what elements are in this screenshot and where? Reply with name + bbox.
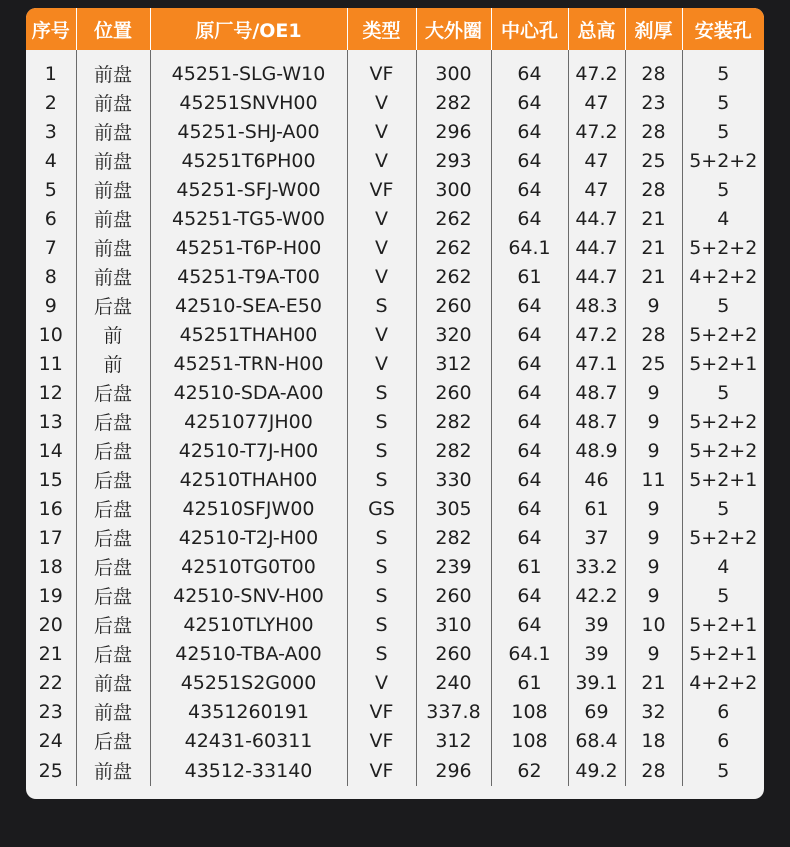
cell-oe-number: 4351260191 [150, 697, 347, 726]
cell-oe-number: 45251-T9A-T00 [150, 262, 347, 291]
cell-outer-diameter: 282 [416, 407, 491, 436]
cell-outer-diameter: 310 [416, 610, 491, 639]
cell-thickness: 9 [625, 552, 682, 581]
table-row [26, 755, 764, 786]
cell-type: VF [347, 175, 416, 204]
cell-oe-number: 42431-60311 [150, 726, 347, 755]
cell-total-height: 69 [568, 697, 625, 726]
cell-bolt-holes: 5+2+2 [682, 233, 764, 262]
cell-outer-diameter: 296 [416, 755, 491, 786]
cell-oe-number: 42510-SDA-A00 [150, 378, 347, 407]
cell-center-bore: 64 [491, 204, 568, 233]
cell-thickness: 21 [625, 204, 682, 233]
cell-total-height: 48.3 [568, 291, 625, 320]
cell-outer-diameter: 312 [416, 726, 491, 755]
cell-outer-diameter: 262 [416, 204, 491, 233]
cell-position: 前盘 [76, 755, 150, 786]
cell-center-bore: 64 [491, 175, 568, 204]
cell-index: 5 [44, 178, 57, 201]
cell-total-height: 44.7 [568, 204, 625, 233]
cell-type: VF [347, 59, 416, 88]
cell-index: 12 [38, 381, 63, 404]
cell-type: S [347, 291, 416, 320]
cell-thickness: 9 [625, 639, 682, 668]
table-row [26, 378, 764, 407]
cell-total-height: 47.2 [568, 59, 625, 88]
cell-center-bore: 64 [491, 581, 568, 610]
cell-outer-diameter: 330 [416, 465, 491, 494]
cell-type: V [347, 233, 416, 262]
cell-oe-number: 45251-T6P-H00 [150, 233, 347, 262]
table-row [26, 233, 764, 262]
cell-type: S [347, 465, 416, 494]
cell-index: 25 [38, 759, 63, 782]
cell-bolt-holes: 4 [682, 204, 764, 233]
header-cell: 大外圈 [416, 8, 491, 50]
cell-oe-number: 42510TG0T00 [150, 552, 347, 581]
cell-bolt-holes: 5 [682, 291, 764, 320]
cell-thickness: 25 [625, 349, 682, 378]
table-body [26, 50, 764, 786]
cell-thickness: 9 [625, 494, 682, 523]
cell-total-height: 47.2 [568, 117, 625, 146]
cell-outer-diameter: 300 [416, 175, 491, 204]
cell-type: VF [347, 697, 416, 726]
table-row [26, 262, 764, 291]
cell-outer-diameter: 293 [416, 146, 491, 175]
cell-center-bore: 64 [491, 610, 568, 639]
cell-total-height: 33.2 [568, 552, 625, 581]
cell-thickness: 28 [625, 320, 682, 349]
cell-position: 后盘 [76, 494, 150, 523]
cell-bolt-holes: 5+2+2 [682, 320, 764, 349]
cell-thickness: 21 [625, 233, 682, 262]
cell-bolt-holes: 5+2+2 [682, 523, 764, 552]
cell-bolt-holes: 5 [682, 88, 764, 117]
cell-thickness: 28 [625, 755, 682, 786]
cell-oe-number: 45251S2G000 [150, 668, 347, 697]
cell-bolt-holes: 5+2+1 [682, 610, 764, 639]
cell-center-bore: 62 [491, 755, 568, 786]
cell-oe-number: 45251-SFJ-W00 [150, 175, 347, 204]
cell-center-bore: 64 [491, 436, 568, 465]
brake-disc-spec-card [26, 8, 764, 799]
cell-position: 前 [76, 320, 150, 349]
cell-oe-number: 45251T6PH00 [150, 146, 347, 175]
cell-total-height: 44.7 [568, 233, 625, 262]
table-row [26, 523, 764, 552]
cell-outer-diameter: 320 [416, 320, 491, 349]
cell-position: 后盘 [76, 610, 150, 639]
table-row [26, 581, 764, 610]
cell-index: 24 [38, 729, 63, 752]
cell-total-height: 47 [568, 146, 625, 175]
cell-center-bore: 64 [491, 494, 568, 523]
cell-oe-number: 42510-T2J-H00 [150, 523, 347, 552]
cell-total-height: 48.9 [568, 436, 625, 465]
cell-index: 13 [38, 410, 63, 433]
cell-position: 后盘 [76, 639, 150, 668]
cell-index: 7 [44, 236, 57, 259]
cell-type: V [347, 88, 416, 117]
cell-thickness: 28 [625, 59, 682, 88]
cell-bolt-holes: 5 [682, 581, 764, 610]
cell-position: 后盘 [76, 726, 150, 755]
cell-center-bore: 64 [491, 349, 568, 378]
cell-position: 前盘 [76, 204, 150, 233]
cell-thickness: 9 [625, 291, 682, 320]
cell-total-height: 39.1 [568, 668, 625, 697]
cell-outer-diameter: 260 [416, 581, 491, 610]
cell-bolt-holes: 5 [682, 378, 764, 407]
cell-center-bore: 61 [491, 262, 568, 291]
cell-bolt-holes: 5+2+1 [682, 639, 764, 668]
cell-index: 14 [38, 439, 63, 462]
header-cell: 序号 [26, 8, 76, 50]
cell-position: 后盘 [76, 552, 150, 581]
cell-type: V [347, 146, 416, 175]
cell-outer-diameter: 282 [416, 523, 491, 552]
cell-thickness: 18 [625, 726, 682, 755]
header-cell: 安装孔 [682, 8, 764, 50]
cell-bolt-holes: 5 [682, 755, 764, 786]
cell-index: 8 [44, 265, 57, 288]
cell-bolt-holes: 5+2+2 [682, 436, 764, 465]
table-row [26, 668, 764, 697]
cell-bolt-holes: 6 [682, 697, 764, 726]
cell-position: 前盘 [76, 697, 150, 726]
cell-total-height: 37 [568, 523, 625, 552]
cell-oe-number: 42510TLYH00 [150, 610, 347, 639]
spacer-row [26, 50, 764, 59]
table-row [26, 726, 764, 755]
header-cell: 刹厚 [625, 8, 682, 50]
cell-center-bore: 64.1 [491, 233, 568, 262]
cell-thickness: 9 [625, 523, 682, 552]
cell-index: 9 [44, 294, 57, 317]
cell-position: 后盘 [76, 436, 150, 465]
cell-type: VF [347, 755, 416, 786]
cell-total-height: 39 [568, 610, 625, 639]
table-row [26, 146, 764, 175]
cell-index: 1 [44, 62, 57, 85]
cell-oe-number: 42510THAH00 [150, 465, 347, 494]
cell-bolt-holes: 5 [682, 59, 764, 88]
cell-outer-diameter: 300 [416, 59, 491, 88]
cell-position: 前盘 [76, 88, 150, 117]
cell-center-bore: 64 [491, 59, 568, 88]
cell-index: 18 [38, 555, 63, 578]
header-cell: 中心孔 [491, 8, 568, 50]
cell-thickness: 21 [625, 262, 682, 291]
cell-position: 前盘 [76, 175, 150, 204]
cell-total-height: 47 [568, 175, 625, 204]
cell-position: 前 [76, 349, 150, 378]
cell-index: 6 [44, 207, 57, 230]
cell-bolt-holes: 6 [682, 726, 764, 755]
cell-position: 前盘 [76, 146, 150, 175]
table-row [26, 88, 764, 117]
table-row [26, 436, 764, 465]
cell-total-height: 49.2 [568, 755, 625, 786]
cell-oe-number: 45251-SLG-W10 [150, 59, 347, 88]
cell-index: 11 [38, 352, 63, 375]
cell-position: 前盘 [76, 59, 150, 88]
cell-oe-number: 42510SFJW00 [150, 494, 347, 523]
cell-total-height: 47.2 [568, 320, 625, 349]
cell-total-height: 42.2 [568, 581, 625, 610]
table-row [26, 320, 764, 349]
table-row [26, 204, 764, 233]
cell-center-bore: 64 [491, 523, 568, 552]
cell-type: S [347, 436, 416, 465]
cell-total-height: 48.7 [568, 378, 625, 407]
cell-thickness: 10 [625, 610, 682, 639]
cell-center-bore: 64 [491, 465, 568, 494]
cell-center-bore: 61 [491, 552, 568, 581]
cell-position: 前盘 [76, 233, 150, 262]
cell-position: 前盘 [76, 117, 150, 146]
table-header [26, 8, 764, 50]
cell-index: 15 [38, 468, 63, 491]
cell-thickness: 9 [625, 436, 682, 465]
cell-type: VF [347, 726, 416, 755]
cell-type: V [347, 204, 416, 233]
cell-bolt-holes: 4 [682, 552, 764, 581]
cell-index: 10 [38, 323, 63, 346]
cell-position: 后盘 [76, 581, 150, 610]
cell-total-height: 47 [568, 88, 625, 117]
cell-center-bore: 64.1 [491, 639, 568, 668]
header-cell: 原厂号/OE1 [150, 8, 347, 50]
cell-position: 后盘 [76, 291, 150, 320]
cell-bolt-holes: 5+2+2 [682, 407, 764, 436]
cell-total-height: 39 [568, 639, 625, 668]
cell-thickness: 9 [625, 581, 682, 610]
cell-bolt-holes: 5 [682, 175, 764, 204]
table-row [26, 465, 764, 494]
header-cell: 位置 [76, 8, 150, 50]
cell-outer-diameter: 260 [416, 378, 491, 407]
cell-oe-number: 45251THAH00 [150, 320, 347, 349]
cell-type: V [347, 262, 416, 291]
cell-total-height: 61 [568, 494, 625, 523]
cell-bolt-holes: 5+2+1 [682, 465, 764, 494]
cell-bolt-holes: 5+2+1 [682, 349, 764, 378]
cell-bolt-holes: 5 [682, 494, 764, 523]
cell-total-height: 44.7 [568, 262, 625, 291]
table-row [26, 407, 764, 436]
cell-outer-diameter: 239 [416, 552, 491, 581]
cell-thickness: 25 [625, 146, 682, 175]
table-row [26, 552, 764, 581]
cell-index: 19 [38, 584, 63, 607]
cell-position: 后盘 [76, 407, 150, 436]
cell-type: V [347, 117, 416, 146]
cell-center-bore: 64 [491, 117, 568, 146]
cell-total-height: 48.7 [568, 407, 625, 436]
cell-oe-number: 45251-SHJ-A00 [150, 117, 347, 146]
cell-center-bore: 64 [491, 291, 568, 320]
cell-index: 21 [38, 642, 63, 665]
table-row [26, 175, 764, 204]
table-row [26, 59, 764, 88]
cell-type: S [347, 378, 416, 407]
brake-disc-spec-table [26, 8, 764, 786]
cell-thickness: 11 [625, 465, 682, 494]
cell-outer-diameter: 296 [416, 117, 491, 146]
cell-type: S [347, 581, 416, 610]
cell-outer-diameter: 262 [416, 262, 491, 291]
cell-outer-diameter: 260 [416, 291, 491, 320]
cell-type: S [347, 407, 416, 436]
cell-type: S [347, 610, 416, 639]
cell-outer-diameter: 240 [416, 668, 491, 697]
cell-index: 2 [44, 91, 57, 114]
cell-total-height: 46 [568, 465, 625, 494]
cell-center-bore: 64 [491, 88, 568, 117]
table-row [26, 639, 764, 668]
table-row [26, 291, 764, 320]
cell-total-height: 68.4 [568, 726, 625, 755]
cell-position: 后盘 [76, 378, 150, 407]
header-cell: 总高 [568, 8, 625, 50]
cell-type: V [347, 668, 416, 697]
cell-center-bore: 108 [491, 726, 568, 755]
cell-position: 后盘 [76, 523, 150, 552]
cell-type: V [347, 349, 416, 378]
cell-position: 后盘 [76, 465, 150, 494]
table-row [26, 610, 764, 639]
cell-index: 17 [38, 526, 63, 549]
cell-center-bore: 61 [491, 668, 568, 697]
table-row [26, 494, 764, 523]
cell-bolt-holes: 4+2+2 [682, 262, 764, 291]
cell-type: V [347, 320, 416, 349]
cell-type: S [347, 523, 416, 552]
table-row [26, 349, 764, 378]
cell-thickness: 9 [625, 407, 682, 436]
cell-thickness: 28 [625, 175, 682, 204]
cell-bolt-holes: 4+2+2 [682, 668, 764, 697]
cell-outer-diameter: 282 [416, 88, 491, 117]
table-row [26, 697, 764, 726]
cell-index: 23 [38, 700, 63, 723]
cell-oe-number: 42510-SEA-E50 [150, 291, 347, 320]
cell-center-bore: 64 [491, 320, 568, 349]
table-row [26, 117, 764, 146]
cell-thickness: 9 [625, 378, 682, 407]
header-cell: 类型 [347, 8, 416, 50]
cell-thickness: 32 [625, 697, 682, 726]
cell-bolt-holes: 5 [682, 117, 764, 146]
cell-oe-number: 45251-TRN-H00 [150, 349, 347, 378]
cell-outer-diameter: 262 [416, 233, 491, 262]
cell-outer-diameter: 282 [416, 436, 491, 465]
cell-position: 前盘 [76, 262, 150, 291]
cell-index: 20 [38, 613, 63, 636]
cell-oe-number: 42510-T7J-H00 [150, 436, 347, 465]
cell-oe-number: 42510-TBA-A00 [150, 639, 347, 668]
cell-index: 22 [38, 671, 63, 694]
cell-oe-number: 42510-SNV-H00 [150, 581, 347, 610]
cell-center-bore: 64 [491, 378, 568, 407]
cell-type: GS [347, 494, 416, 523]
cell-outer-diameter: 305 [416, 494, 491, 523]
cell-thickness: 28 [625, 117, 682, 146]
header-row [26, 8, 764, 50]
cell-index: 4 [44, 149, 57, 172]
cell-center-bore: 108 [491, 697, 568, 726]
cell-oe-number: 4251077JH00 [150, 407, 347, 436]
cell-total-height: 47.1 [568, 349, 625, 378]
cell-bolt-holes: 5+2+2 [682, 146, 764, 175]
cell-oe-number: 45251SNVH00 [150, 88, 347, 117]
cell-type: S [347, 639, 416, 668]
cell-center-bore: 64 [491, 407, 568, 436]
cell-thickness: 21 [625, 668, 682, 697]
cell-index: 16 [38, 497, 63, 520]
cell-index: 3 [44, 120, 57, 143]
cell-oe-number: 43512-33140 [150, 755, 347, 786]
cell-thickness: 23 [625, 88, 682, 117]
cell-outer-diameter: 337.8 [416, 697, 491, 726]
cell-position: 前盘 [76, 668, 150, 697]
cell-center-bore: 64 [491, 146, 568, 175]
cell-outer-diameter: 312 [416, 349, 491, 378]
cell-oe-number: 45251-TG5-W00 [150, 204, 347, 233]
cell-type: S [347, 552, 416, 581]
cell-outer-diameter: 260 [416, 639, 491, 668]
